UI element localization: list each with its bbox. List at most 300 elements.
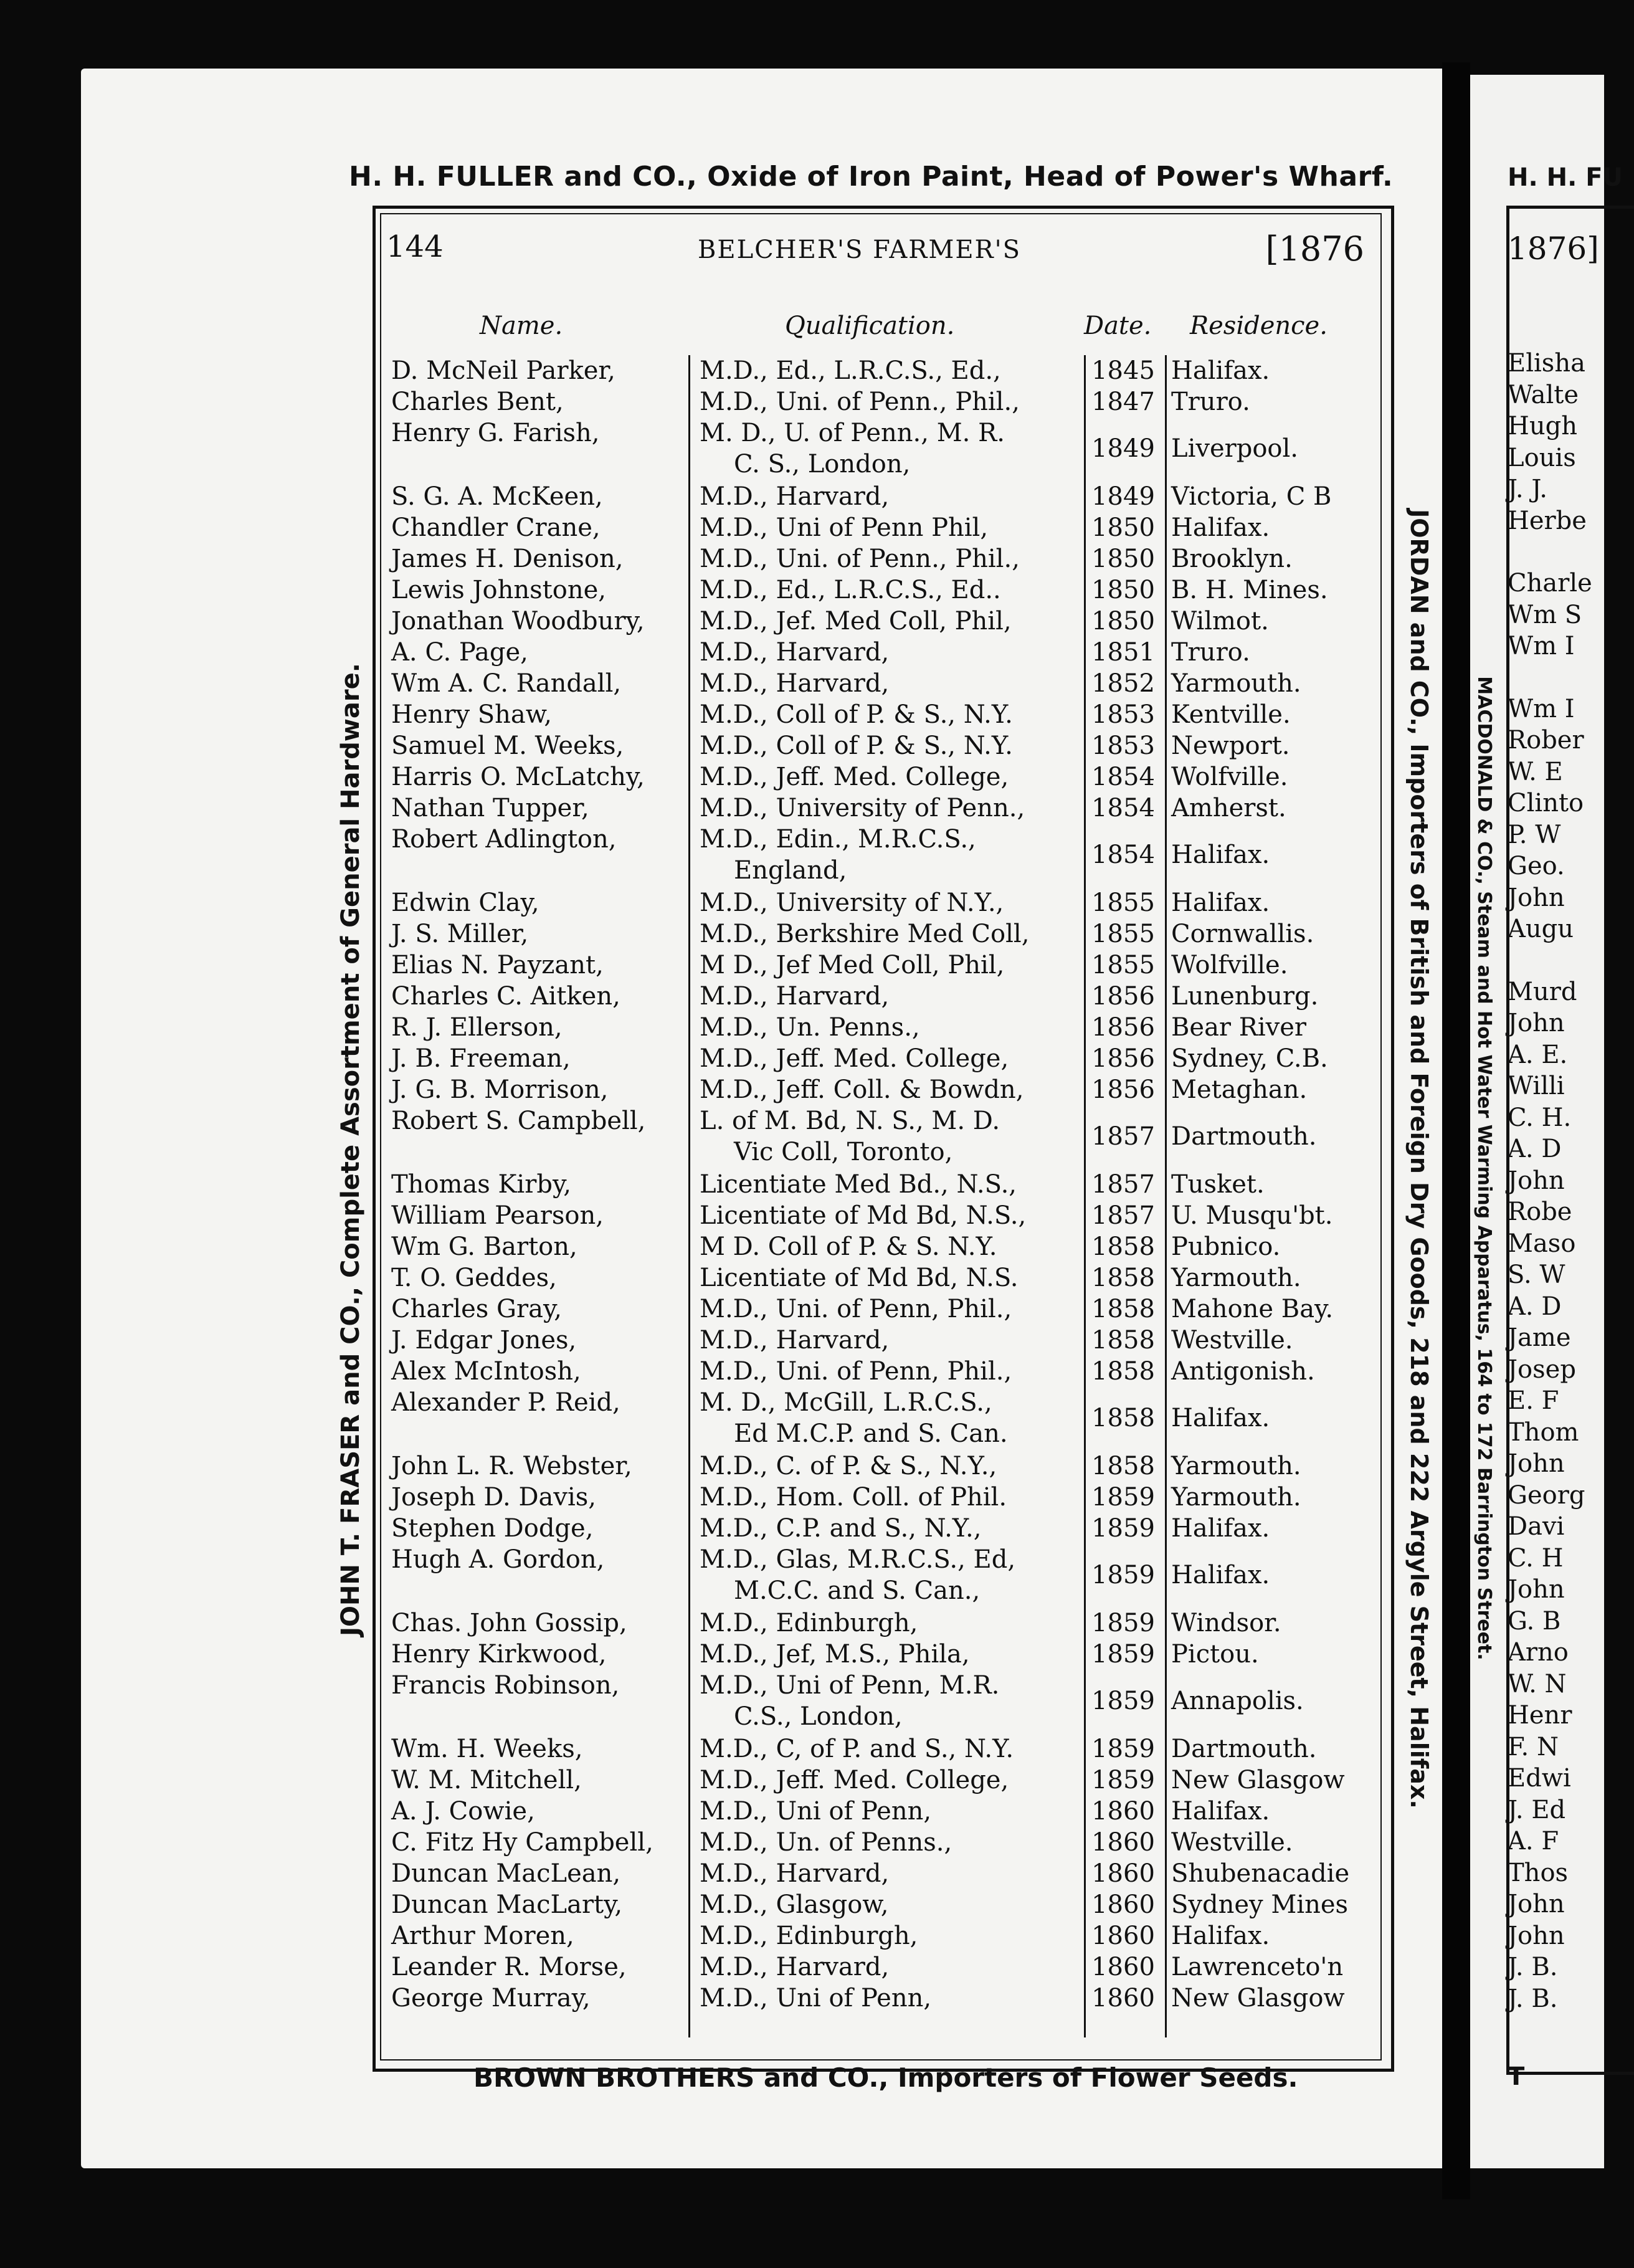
entry-date: 1853 xyxy=(1091,700,1155,729)
entry-residence: Pictou. xyxy=(1171,1640,1259,1669)
entry-date: 1859 xyxy=(1091,1687,1155,1715)
right-page-name: A. E. xyxy=(1508,1040,1568,1069)
table-row xyxy=(385,794,1382,825)
entry-date: 1860 xyxy=(1091,1797,1155,1826)
entry-date: 1856 xyxy=(1091,982,1155,1011)
right-page-name: Maso xyxy=(1508,1229,1576,1258)
page-header xyxy=(386,229,1377,273)
entry-date: 1859 xyxy=(1091,1609,1155,1637)
table-row xyxy=(385,1671,1382,1735)
entry-date: 1859 xyxy=(1091,1561,1155,1589)
table-row xyxy=(385,1201,1382,1232)
entry-date: 1859 xyxy=(1091,1483,1155,1512)
entry-name: Henry Shaw, xyxy=(391,700,552,729)
entry-qualification: M.D., C, of P. and S., N.Y. xyxy=(700,1735,1014,1763)
right-page-name: Arno xyxy=(1508,1638,1569,1667)
right-page-name: W. N xyxy=(1508,1669,1567,1699)
entry-residence: Amherst. xyxy=(1171,794,1286,822)
table-row xyxy=(385,1984,1382,2015)
right-page-name: Willi xyxy=(1508,1072,1565,1100)
entry-name: J. B. Freeman, xyxy=(391,1044,571,1073)
entry-residence: Yarmouth. xyxy=(1171,1264,1301,1292)
entry-name: Robert Adlington, xyxy=(391,825,617,854)
entry-date: 1860 xyxy=(1091,1828,1155,1857)
entry-name: Samuel M. Weeks, xyxy=(391,731,624,760)
entry-qualification-cont: England, xyxy=(734,856,847,885)
book-title: BELCHER'S FARMER'S xyxy=(698,236,1022,264)
entry-name: Francis Robinson, xyxy=(391,1671,620,1700)
table-row xyxy=(385,1797,1382,1828)
right-page-name: F. N xyxy=(1508,1732,1559,1761)
right-page-name: John xyxy=(1508,1890,1565,1918)
column-header-qualification: Qualification. xyxy=(785,312,955,340)
table-row xyxy=(385,1953,1382,1984)
entry-name: Harris O. McLatchy, xyxy=(391,763,645,791)
entry-residence: Pubnico. xyxy=(1171,1232,1281,1261)
table-row xyxy=(385,1890,1382,1922)
entry-residence: U. Musqu'bt. xyxy=(1171,1201,1333,1230)
entry-qualification: M.D., Uni of Penn, xyxy=(700,1984,932,2013)
right-page-name: C. H xyxy=(1508,1543,1564,1573)
entry-name: Lewis Johnstone, xyxy=(391,576,606,604)
table-row xyxy=(385,1766,1382,1797)
right-page-name: P. W xyxy=(1508,820,1561,849)
table-row xyxy=(385,700,1382,731)
entry-name: Wm A. C. Randall, xyxy=(391,669,622,698)
entry-date: 1860 xyxy=(1091,1984,1155,2013)
physicians-list xyxy=(385,356,1382,2015)
entry-date: 1851 xyxy=(1091,638,1155,667)
entry-qualification: M. D., McGill, L.R.C.S., xyxy=(700,1388,992,1417)
entry-qualification-cont: Ed M.C.P. and S. Can. xyxy=(734,1419,1008,1448)
table-row xyxy=(385,1609,1382,1640)
right-page-name: Wm S xyxy=(1508,600,1582,629)
entry-qualification: M.D., Jeff. Med. College, xyxy=(700,763,1009,791)
right-page-name: A. D xyxy=(1508,1135,1562,1163)
entry-name: Alexander P. Reid, xyxy=(391,1388,620,1417)
right-page-name: Thom xyxy=(1508,1418,1579,1447)
entry-qualification: M.D., Edin., M.R.C.S., xyxy=(700,825,976,854)
right-page-name: Herbe xyxy=(1508,506,1587,535)
entry-residence: Halifax. xyxy=(1171,1797,1270,1826)
entry-residence: Halifax. xyxy=(1171,889,1270,917)
entry-residence: Tusket. xyxy=(1171,1170,1265,1199)
entry-residence: Halifax. xyxy=(1171,1404,1270,1432)
table-row xyxy=(385,638,1382,669)
right-page-name: John xyxy=(1508,1009,1565,1037)
entry-residence: Lunenburg. xyxy=(1171,982,1319,1011)
right-page-name: Elisha xyxy=(1508,349,1585,378)
page-year: [1876 xyxy=(1265,229,1364,269)
entry-date: 1858 xyxy=(1091,1404,1155,1432)
right-page-name: Wm I xyxy=(1508,694,1575,723)
entry-residence: Halifax. xyxy=(1171,1922,1270,1950)
entry-date: 1855 xyxy=(1091,920,1155,948)
entry-name: Duncan MacLarty, xyxy=(391,1890,623,1919)
table-row xyxy=(385,1483,1382,1514)
right-page-name: Thos xyxy=(1508,1858,1569,1887)
right-page-name: Geo. xyxy=(1508,852,1565,880)
entry-qualification: M.D., C. of P. & S., N.Y., xyxy=(700,1452,997,1480)
entry-qualification: M.D., Coll of P. & S., N.Y. xyxy=(700,700,1013,729)
table-row xyxy=(385,1357,1382,1388)
entry-name: Jonathan Woodbury, xyxy=(391,607,645,636)
entry-qualification: M.D., Ed., L.R.C.S., Ed.. xyxy=(700,576,1001,604)
entry-residence: Halifax. xyxy=(1171,841,1270,869)
table-row xyxy=(385,889,1382,920)
entry-qualification: Licentiate of Md Bd, N.S., xyxy=(700,1201,1027,1230)
entry-name: Alex McIntosh, xyxy=(391,1357,581,1386)
entry-residence: Truro. xyxy=(1171,638,1250,667)
entry-qualification: M.D., Glasgow, xyxy=(700,1890,889,1919)
table-row xyxy=(385,1452,1382,1483)
table-row xyxy=(385,1107,1382,1170)
entry-date: 1857 xyxy=(1091,1201,1155,1230)
entry-residence: Cornwallis. xyxy=(1171,920,1314,948)
entry-qualification: M.D., Uni of Penn, xyxy=(700,1797,932,1826)
entry-residence: Sydney Mines xyxy=(1171,1890,1349,1919)
entry-qualification: M.D., Jeff. Coll. & Bowdn, xyxy=(700,1075,1024,1104)
entry-qualification: Licentiate of Md Bd, N.S. xyxy=(700,1264,1019,1292)
entry-qualification-cont: C.S., London, xyxy=(734,1702,903,1731)
entry-residence: New Glasgow xyxy=(1171,1984,1345,2013)
right-page-name: Hugh xyxy=(1508,412,1578,441)
entry-date: 1847 xyxy=(1091,388,1155,416)
entry-qualification-cont: M.C.C. and S. Can., xyxy=(734,1576,981,1605)
entry-date: 1849 xyxy=(1091,434,1155,463)
right-page-name: C. H. xyxy=(1508,1103,1572,1132)
entry-qualification: M.D., Un. Penns., xyxy=(700,1013,920,1042)
entry-name: Elias N. Payzant, xyxy=(391,951,604,979)
page-number: 144 xyxy=(386,229,444,264)
entry-qualification: M.D., Berkshire Med Coll, xyxy=(700,920,1030,948)
entry-residence: Liverpool. xyxy=(1171,434,1299,463)
entry-date: 1855 xyxy=(1091,951,1155,979)
table-row xyxy=(385,1388,1382,1452)
entry-name: Henry G. Farish, xyxy=(391,419,600,447)
table-row xyxy=(385,920,1382,951)
entry-date: 1853 xyxy=(1091,731,1155,760)
entry-date: 1856 xyxy=(1091,1013,1155,1042)
entry-residence: Newport. xyxy=(1171,731,1290,760)
table-row xyxy=(385,1859,1382,1890)
entry-residence: Wolfville. xyxy=(1171,763,1288,791)
entry-qualification: M.D., Edinburgh, xyxy=(700,1922,918,1950)
table-row xyxy=(385,825,1382,889)
entry-qualification: M.D., Hom. Coll. of Phil. xyxy=(700,1483,1007,1512)
right-page-name: Clinto xyxy=(1508,789,1584,817)
entry-qualification: M.D., Uni. of Penn., Phil., xyxy=(700,388,1020,416)
entry-date: 1855 xyxy=(1091,889,1155,917)
entry-name: W. M. Mitchell, xyxy=(391,1766,582,1794)
right-page-footer: T xyxy=(1508,2062,1525,2091)
entry-name: Charles Bent, xyxy=(391,388,564,416)
table-row xyxy=(385,731,1382,763)
bottom-advertisement: BROWN BROTHERS and CO., Importers of Flower Seeds. xyxy=(473,2062,1298,2093)
entry-residence: Yarmouth. xyxy=(1171,1452,1301,1480)
table-row xyxy=(385,545,1382,576)
right-page-name: Henr xyxy=(1508,1701,1572,1730)
right-page-margin-advertisement: MACDONALD & CO., Steam and Hot Water Warming Apparatus, 164 to 172 Barrington Street. xyxy=(1473,676,1495,1660)
entry-residence: Halifax. xyxy=(1171,513,1270,542)
entry-name: Arthur Moren, xyxy=(391,1922,574,1950)
table-row xyxy=(385,1828,1382,1859)
entry-name: J. Edgar Jones, xyxy=(391,1326,577,1355)
table-row xyxy=(385,576,1382,607)
right-page-name: Josep xyxy=(1508,1355,1576,1384)
entry-name: James H. Denison, xyxy=(391,545,624,573)
right-page-name: J. Ed xyxy=(1508,1795,1566,1824)
table-row xyxy=(385,1545,1382,1609)
entry-name: John L. R. Webster, xyxy=(391,1452,632,1480)
entry-name: Wm. H. Weeks, xyxy=(391,1735,583,1763)
column-header-date: Date. xyxy=(1084,312,1152,340)
entry-date: 1860 xyxy=(1091,1953,1155,1981)
entry-qualification: M.D., Harvard, xyxy=(700,669,890,698)
table-row xyxy=(385,419,1382,482)
entry-qualification: M.D., Harvard, xyxy=(700,1859,890,1888)
entry-date: 1858 xyxy=(1091,1232,1155,1261)
entry-residence: Yarmouth. xyxy=(1171,669,1301,698)
entry-name: Leander R. Morse, xyxy=(391,1953,627,1981)
table-row xyxy=(385,1922,1382,1953)
entry-qualification: M.D., Uni. of Penn., Phil., xyxy=(700,545,1020,573)
entry-residence: Halifax. xyxy=(1171,1514,1270,1543)
entry-date: 1859 xyxy=(1091,1640,1155,1669)
entry-date: 1850 xyxy=(1091,513,1155,542)
table-row xyxy=(385,513,1382,545)
entry-qualification: M.D., Coll of P. & S., N.Y. xyxy=(700,731,1013,760)
table-row xyxy=(385,1735,1382,1766)
entry-name: Robert S. Campbell, xyxy=(391,1107,646,1135)
entry-qualification: M D., Jef Med Coll, Phil, xyxy=(700,951,1005,979)
entry-name: Chandler Crane, xyxy=(391,513,601,542)
entry-qualification: M.D., Uni of Penn, M.R. xyxy=(700,1671,1000,1700)
entry-name: C. Fitz Hy Campbell, xyxy=(391,1828,653,1857)
entry-qualification: M. D., U. of Penn., M. R. xyxy=(700,419,1005,447)
entry-name: Duncan MacLean, xyxy=(391,1859,621,1888)
entry-name: J. S. Miller, xyxy=(391,920,529,948)
entry-date: 1850 xyxy=(1091,576,1155,604)
entry-name: Chas. John Gossip, xyxy=(391,1609,627,1637)
table-row xyxy=(385,1170,1382,1201)
entry-residence: Truro. xyxy=(1171,388,1250,416)
entry-date: 1859 xyxy=(1091,1766,1155,1794)
entry-qualification: M.D., Jef, M.S., Phila, xyxy=(700,1640,970,1669)
right-page-name: Wm I xyxy=(1508,632,1575,660)
table-row xyxy=(385,1264,1382,1295)
entry-residence: Halifax. xyxy=(1171,1561,1270,1589)
entry-name: Nathan Tupper, xyxy=(391,794,589,822)
entry-qualification: M.D., Uni of Penn Phil, xyxy=(700,513,989,542)
entry-residence: Shubenacadie xyxy=(1171,1859,1350,1888)
entry-name: Charles C. Aitken, xyxy=(391,982,620,1011)
right-page-name: Louis xyxy=(1508,443,1576,472)
entry-name: Wm G. Barton, xyxy=(391,1232,577,1261)
entry-date: 1852 xyxy=(1091,669,1155,698)
entry-qualification: M.D., Edinburgh, xyxy=(700,1609,918,1637)
right-page-name: A. F xyxy=(1508,1827,1559,1856)
table-row xyxy=(385,1326,1382,1357)
entry-date: 1854 xyxy=(1091,841,1155,869)
entry-name: Joseph D. Davis, xyxy=(391,1483,597,1512)
entry-qualification: M.D., Jeff. Med. College, xyxy=(700,1766,1009,1794)
entry-qualification: M.D., Harvard, xyxy=(700,482,890,511)
right-page-name: A. D xyxy=(1508,1292,1562,1321)
entry-qualification: M.D., Un. of Penns., xyxy=(700,1828,952,1857)
entry-date: 1850 xyxy=(1091,607,1155,636)
entry-name: S. G. A. McKeen, xyxy=(391,482,603,511)
entry-date: 1859 xyxy=(1091,1514,1155,1543)
table-row xyxy=(385,356,1382,388)
entry-date: 1858 xyxy=(1091,1452,1155,1480)
table-row xyxy=(385,607,1382,638)
entry-date: 1850 xyxy=(1091,545,1155,573)
right-page-name: Robe xyxy=(1508,1198,1572,1226)
right-page-name: John xyxy=(1508,883,1565,912)
entry-residence: Bear River xyxy=(1171,1013,1307,1042)
entry-residence: Windsor. xyxy=(1171,1609,1281,1637)
right-page-name: Davi xyxy=(1508,1512,1565,1541)
right-page-name: John xyxy=(1508,1166,1565,1195)
left-margin-advertisement: JOHN T. FRASER and CO., Complete Assortment of General Hardware. xyxy=(336,663,365,1636)
right-page-name: G. B xyxy=(1508,1606,1561,1636)
entry-name: Stephen Dodge, xyxy=(391,1514,594,1543)
entry-qualification: M.D., Ed., L.R.C.S., Ed., xyxy=(700,356,1001,385)
entry-date: 1859 xyxy=(1091,1735,1155,1763)
column-header-name: Name. xyxy=(480,312,563,340)
top-advertisement: H. H. FULLER and CO., Oxide of Iron Paint, Head of Power's Wharf. xyxy=(349,161,1394,193)
right-page-banner: H. H. FU xyxy=(1508,163,1623,192)
entry-qualification: M.D., Uni. of Penn, Phil., xyxy=(700,1357,1012,1386)
entry-name: Edwin Clay, xyxy=(391,889,539,917)
entry-date: 1860 xyxy=(1091,1922,1155,1950)
entry-date: 1858 xyxy=(1091,1357,1155,1386)
entry-residence: Dartmouth. xyxy=(1171,1122,1317,1151)
entry-residence: New Glasgow xyxy=(1171,1766,1345,1794)
entry-qualification: M.D., C.P. and S., N.Y., xyxy=(700,1514,982,1543)
table-row xyxy=(385,669,1382,700)
table-row xyxy=(385,482,1382,513)
table-row xyxy=(385,1514,1382,1545)
right-page-name: J. B. xyxy=(1508,1953,1558,1981)
entry-residence: Mahone Bay. xyxy=(1171,1295,1334,1323)
entry-qualification: M.D., Harvard, xyxy=(700,1326,890,1355)
entry-qualification: L. of M. Bd, N. S., M. D. xyxy=(700,1107,1000,1135)
entry-date: 1858 xyxy=(1091,1295,1155,1323)
entry-residence: Sydney, C.B. xyxy=(1171,1044,1328,1073)
right-page-name: Walte xyxy=(1508,380,1579,409)
entry-name: T. O. Geddes, xyxy=(391,1264,557,1292)
entry-date: 1860 xyxy=(1091,1890,1155,1919)
entry-date: 1858 xyxy=(1091,1326,1155,1355)
right-page-name: E. F xyxy=(1508,1386,1559,1415)
entry-qualification: M D. Coll of P. & S. N.Y. xyxy=(700,1232,997,1261)
entry-date: 1857 xyxy=(1091,1170,1155,1199)
entry-qualification: M.D., University of Penn., xyxy=(700,794,1025,822)
entry-qualification-cont: Vic Coll, Toronto, xyxy=(734,1138,953,1166)
right-margin-advertisement: JORDAN and CO., Importers of British and Foreign Dry Goods, 218 and 222 Argyle Street, Halifax. xyxy=(1405,509,1433,1809)
table-row xyxy=(385,1013,1382,1044)
entry-date: 1858 xyxy=(1091,1264,1155,1292)
table-row xyxy=(385,1295,1382,1326)
right-page-name: Charle xyxy=(1508,569,1592,598)
table-row xyxy=(385,388,1382,419)
entry-residence: Westville. xyxy=(1171,1828,1293,1857)
entry-residence: Antigonish. xyxy=(1171,1357,1315,1386)
table-row xyxy=(385,1044,1382,1075)
entry-qualification: M.D., Jeff. Med. College, xyxy=(700,1044,1009,1073)
entry-residence: Kentville. xyxy=(1171,700,1291,729)
entry-date: 1854 xyxy=(1091,794,1155,822)
entry-residence: Metaghan. xyxy=(1171,1075,1308,1104)
right-page-name: Augu xyxy=(1508,915,1574,943)
entry-qualification: M.D., Jef. Med Coll, Phil, xyxy=(700,607,1012,636)
entry-name: William Pearson, xyxy=(391,1201,604,1230)
entry-name: R. J. Ellerson, xyxy=(391,1013,563,1042)
column-header-residence: Residence. xyxy=(1190,312,1328,340)
table-row xyxy=(385,951,1382,982)
entry-qualification: M.D., Harvard, xyxy=(700,982,890,1011)
right-page-name: John xyxy=(1508,1575,1565,1604)
entry-name: J. G. B. Morrison, xyxy=(391,1075,609,1104)
right-page-name: S. W xyxy=(1508,1260,1565,1289)
entry-name: A. J. Cowie, xyxy=(391,1797,535,1826)
entry-name: D. McNeil Parker, xyxy=(391,356,615,385)
right-page-year: 1876] xyxy=(1508,231,1599,267)
table-row xyxy=(385,1232,1382,1264)
entry-residence: Halifax. xyxy=(1171,356,1270,385)
right-page-name: Murd xyxy=(1508,977,1577,1006)
right-page-name: John xyxy=(1508,1921,1565,1950)
entry-qualification: M.D., University of N.Y., xyxy=(700,889,1004,917)
entry-qualification: Licentiate Med Bd., N.S., xyxy=(700,1170,1017,1199)
entry-residence: Westville. xyxy=(1171,1326,1293,1355)
entry-date: 1854 xyxy=(1091,763,1155,791)
entry-residence: Wolfville. xyxy=(1171,951,1288,979)
entry-residence: Dartmouth. xyxy=(1171,1735,1317,1763)
entry-name: A. C. Page, xyxy=(391,638,528,667)
entry-qualification-cont: C. S., London, xyxy=(734,450,911,479)
entry-date: 1849 xyxy=(1091,482,1155,511)
entry-qualification: M.D., Uni. of Penn, Phil., xyxy=(700,1295,1012,1323)
right-page-name: Jame xyxy=(1508,1323,1571,1352)
right-page-name: J. J. xyxy=(1508,475,1548,503)
entry-date: 1856 xyxy=(1091,1075,1155,1104)
entry-name: Thomas Kirby, xyxy=(391,1170,571,1199)
table-row xyxy=(385,763,1382,794)
table-row xyxy=(385,982,1382,1013)
entry-qualification: M.D., Glas, M.R.C.S., Ed, xyxy=(700,1545,1016,1574)
entry-name: George Murray, xyxy=(391,1984,591,2013)
entry-qualification: M.D., Harvard, xyxy=(700,1953,890,1981)
table-row xyxy=(385,1640,1382,1671)
table-row xyxy=(385,1075,1382,1107)
right-page-name: J. B. xyxy=(1508,1984,1558,2013)
right-page-name: John xyxy=(1508,1449,1565,1478)
entry-name: Hugh A. Gordon, xyxy=(391,1545,605,1574)
entry-residence: Brooklyn. xyxy=(1171,545,1293,573)
entry-name: Henry Kirkwood, xyxy=(391,1640,607,1669)
right-page-name: Georg xyxy=(1508,1480,1585,1510)
right-page-name: W. E xyxy=(1508,757,1563,786)
right-page-name: Edwi xyxy=(1508,1764,1571,1793)
entry-date: 1856 xyxy=(1091,1044,1155,1073)
entry-qualification: M.D., Harvard, xyxy=(700,638,890,667)
entry-residence: Annapolis. xyxy=(1171,1687,1304,1715)
right-page-name: Rober xyxy=(1508,726,1584,755)
entry-residence: B. H. Mines. xyxy=(1171,576,1328,604)
